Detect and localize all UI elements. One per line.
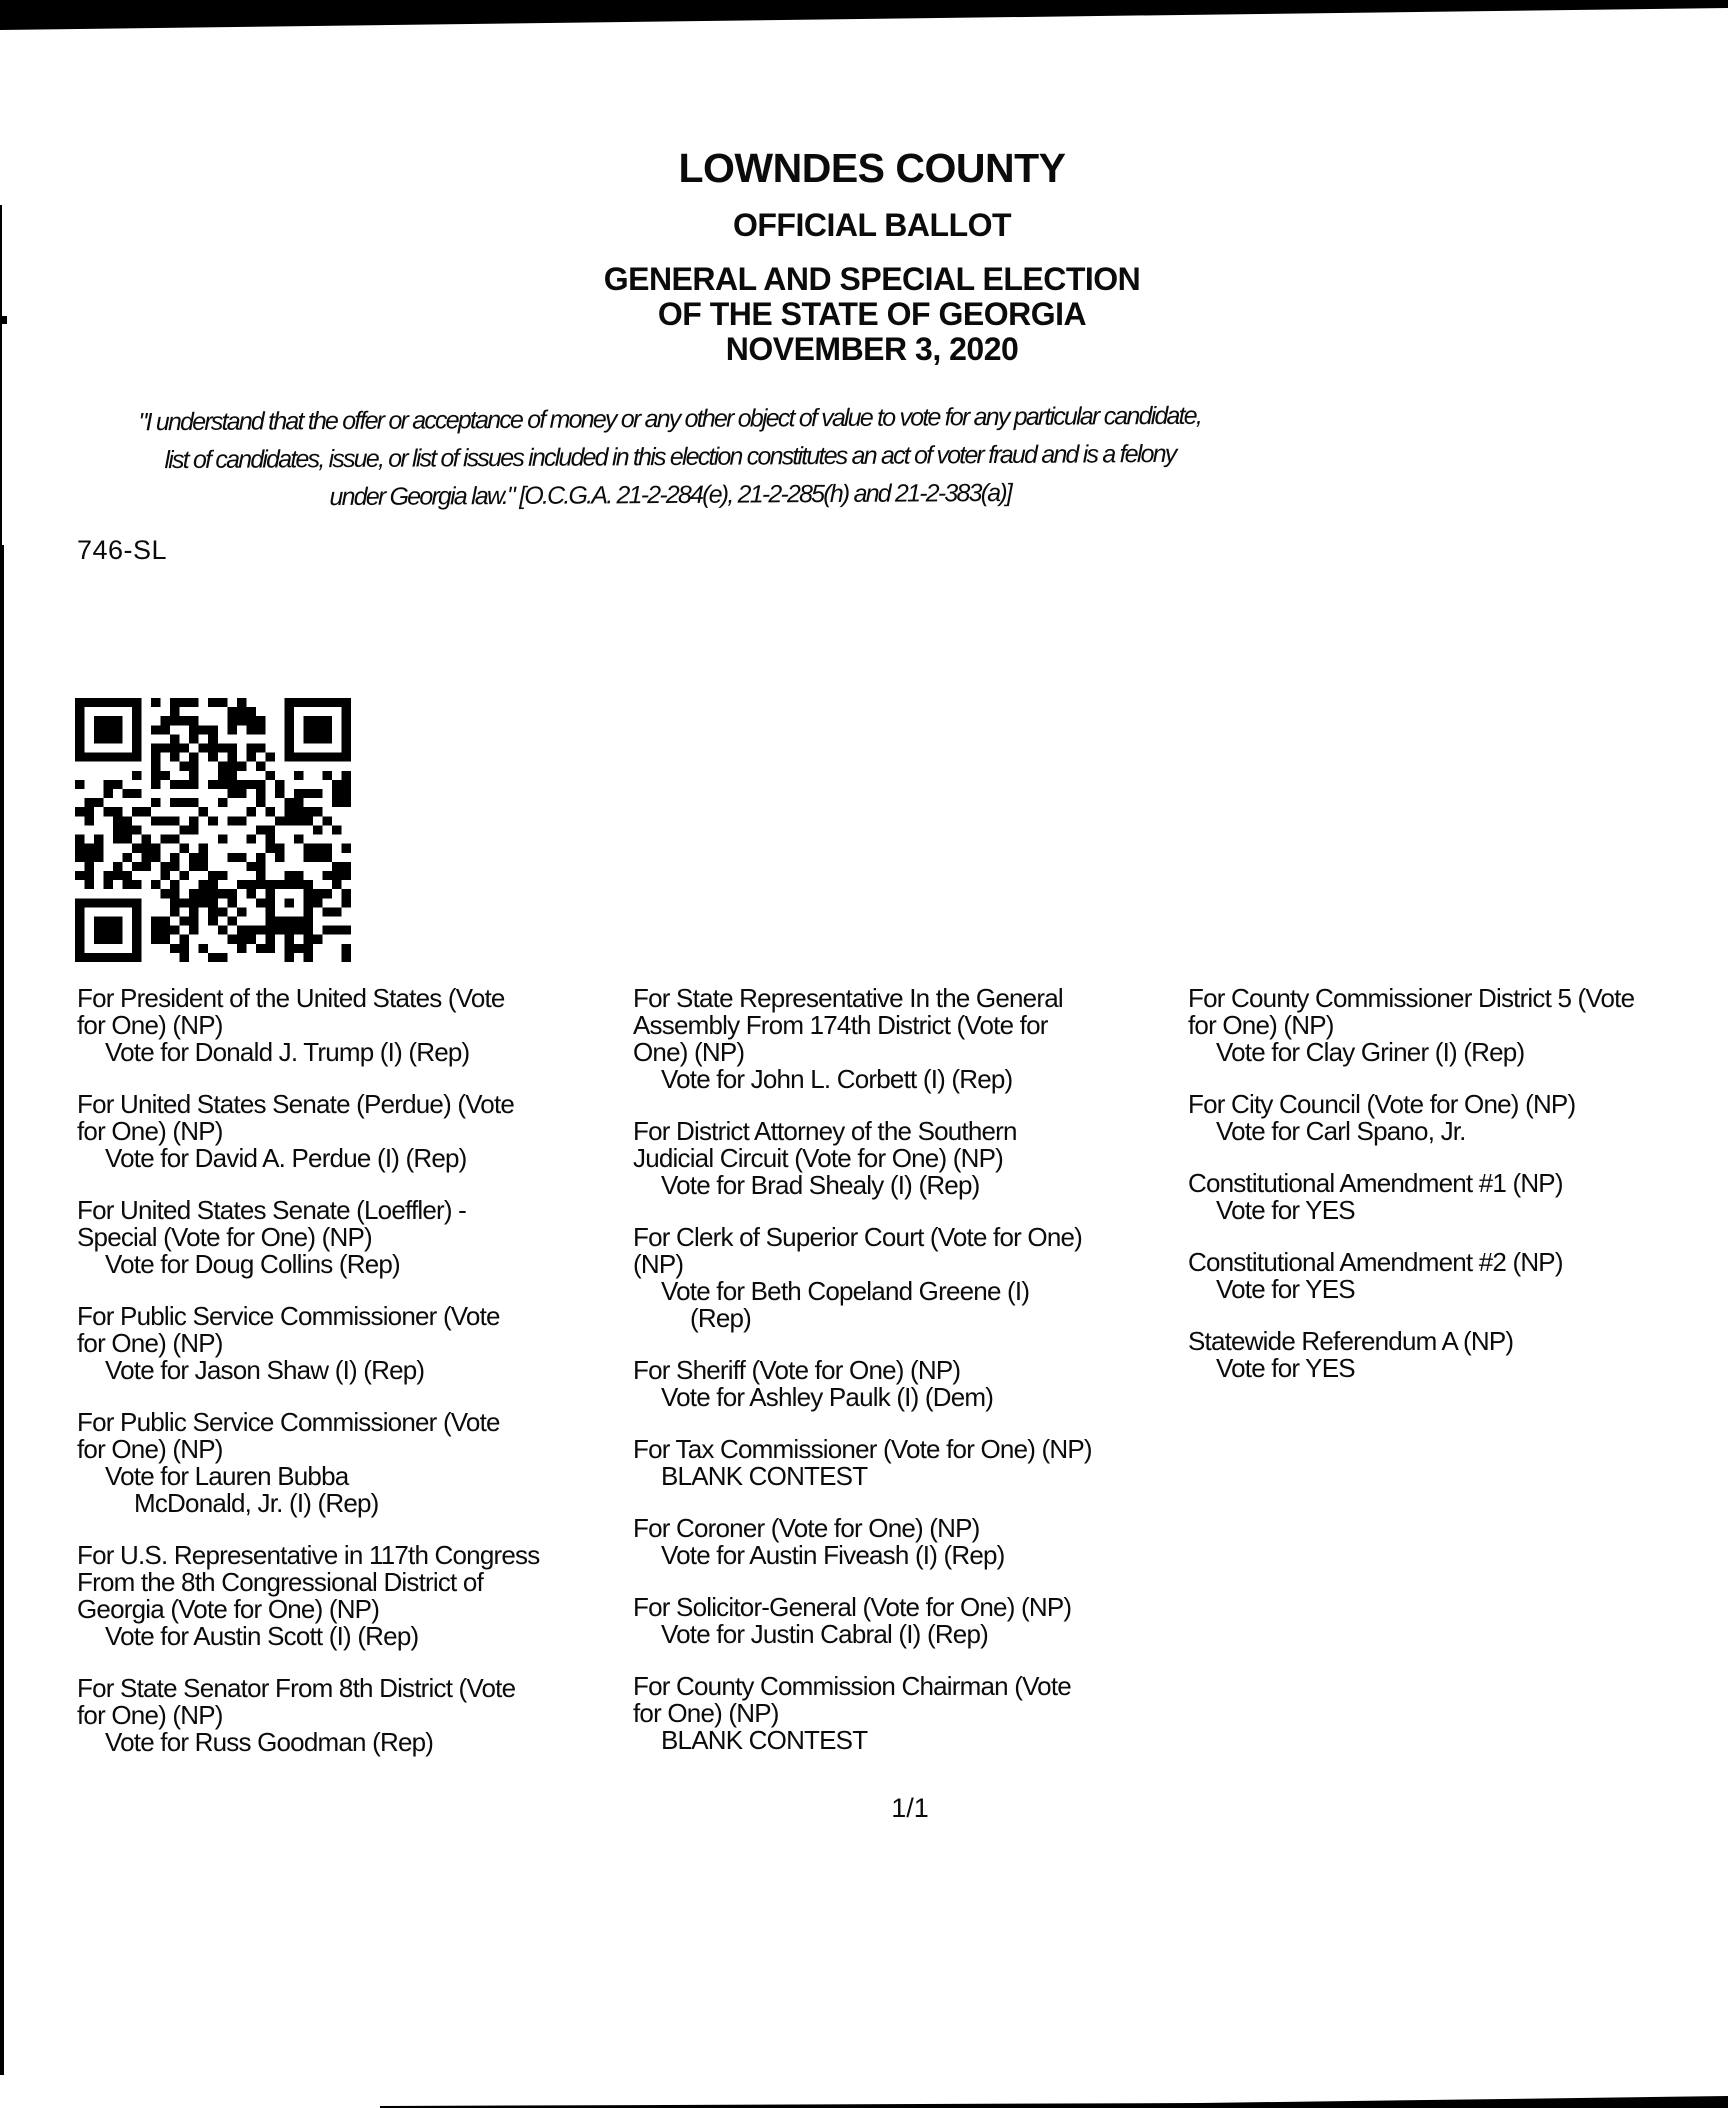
ballot-column-2 bbox=[633, 985, 1181, 1779]
ballot-column-3 bbox=[1188, 985, 1728, 1407]
vote-selection-line: Vote for David A. Perdue (I) (Rep) bbox=[105, 1143, 467, 1173]
contest-title-line: for One) (NP) bbox=[77, 1328, 223, 1358]
bottom-scan-bar bbox=[380, 2096, 1728, 2108]
contest-entry bbox=[633, 1118, 1181, 1199]
contest-title-line: Constitutional Amendment #2 (NP) bbox=[1188, 1247, 1563, 1277]
top-scan-bar bbox=[0, 0, 1728, 30]
contest-title-line: For United States Senate (Loeffler) - bbox=[77, 1195, 467, 1225]
vote-selection-line: Vote for YES bbox=[1216, 1195, 1355, 1225]
contest-title-line: One) (NP) bbox=[633, 1037, 745, 1067]
contest-title-line: For Solicitor-General (Vote for One) (NP) bbox=[633, 1592, 1072, 1622]
contest-title-line: (NP) bbox=[633, 1249, 684, 1279]
ballot-header bbox=[16, 146, 1728, 367]
contest-title-line: For State Senator From 8th District (Vote bbox=[77, 1673, 516, 1703]
contest-title-line: For County Commissioner District 5 (Vote bbox=[1188, 983, 1635, 1013]
ballot-column-1 bbox=[77, 985, 639, 1781]
vote-selection-line: BLANK CONTEST bbox=[661, 1461, 868, 1491]
contest-title-line: For President of the United States (Vote bbox=[77, 983, 505, 1013]
disclaimer-line: list of candidates, issue, or list of issues included in this election constitutes an act of voter fraud and is a felony bbox=[164, 439, 1176, 475]
qr-code bbox=[75, 698, 351, 962]
contest-title-line: for One) (NP) bbox=[77, 1116, 223, 1146]
contest-title-line: For Public Service Commissioner (Vote bbox=[77, 1301, 500, 1331]
contest-entry bbox=[77, 985, 639, 1066]
contest-title-line: Special (Vote for One) (NP) bbox=[77, 1222, 372, 1252]
vote-selection-line: Vote for Ashley Paulk (I) (Dem) bbox=[661, 1382, 994, 1412]
election-title-line: GENERAL AND SPECIAL ELECTION bbox=[603, 261, 1141, 297]
contest-entry bbox=[633, 1224, 1181, 1332]
vote-selection-line: Vote for Jason Shaw (I) (Rep) bbox=[105, 1355, 425, 1385]
contest-entry bbox=[633, 1515, 1181, 1569]
vote-selection-line: Vote for YES bbox=[1216, 1353, 1355, 1383]
vote-selection-line: Vote for John L. Corbett (I) (Rep) bbox=[661, 1064, 1013, 1094]
contest-title-line: for One) (NP) bbox=[77, 1434, 223, 1464]
vote-selection-line: Vote for Brad Shealy (I) (Rep) bbox=[661, 1170, 980, 1200]
vote-selection-line: Vote for Austin Scott (I) (Rep) bbox=[105, 1621, 419, 1651]
election-title-line: OF THE STATE OF GEORGIA bbox=[657, 296, 1087, 332]
contest-entry bbox=[1188, 1328, 1728, 1382]
contest-title-line: For Sheriff (Vote for One) (NP) bbox=[633, 1355, 961, 1385]
contest-entry bbox=[633, 1357, 1181, 1411]
contest-title-line: For Public Service Commissioner (Vote bbox=[77, 1407, 500, 1437]
left-edge-line-lower bbox=[0, 545, 4, 2075]
ballot-style-code: 746-SL bbox=[77, 535, 168, 565]
contest-title-line: For Coroner (Vote for One) (NP) bbox=[633, 1513, 980, 1543]
vote-selection-line: Vote for Russ Goodman (Rep) bbox=[105, 1727, 434, 1757]
contest-title-line: Statewide Referendum A (NP) bbox=[1188, 1326, 1514, 1356]
contest-entry bbox=[77, 1197, 639, 1278]
vote-selection-line: BLANK CONTEST bbox=[661, 1725, 868, 1755]
contest-title-line: For U.S. Representative in 117th Congress bbox=[77, 1540, 540, 1570]
contest-title-line: for One) (NP) bbox=[77, 1700, 223, 1730]
contest-entry bbox=[1188, 1170, 1728, 1224]
vote-selection-line: Vote for Donald J. Trump (I) (Rep) bbox=[105, 1037, 470, 1067]
page-number: 1/1 bbox=[891, 1793, 929, 1823]
contest-entry bbox=[77, 1091, 639, 1172]
vote-selection-line: Vote for Clay Griner (I) (Rep) bbox=[1216, 1037, 1525, 1067]
contest-title-line: For Tax Commissioner (Vote for One) (NP) bbox=[633, 1434, 1092, 1464]
contest-entry bbox=[633, 1436, 1181, 1490]
contest-title-line: Constitutional Amendment #1 (NP) bbox=[1188, 1168, 1563, 1198]
left-edge-tick bbox=[0, 316, 7, 324]
vote-selection-line: Vote for Lauren Bubba bbox=[105, 1461, 349, 1491]
contest-title-line: From the 8th Congressional District of bbox=[77, 1567, 483, 1597]
contest-entry bbox=[1188, 1091, 1728, 1145]
contest-title-line: for One) (NP) bbox=[1188, 1010, 1334, 1040]
contest-entry bbox=[77, 1542, 639, 1650]
county-title: LOWNDES COUNTY bbox=[678, 145, 1066, 191]
vote-selection-line: Vote for Carl Spano, Jr. bbox=[1216, 1116, 1466, 1146]
contest-entry bbox=[633, 985, 1181, 1093]
contest-entry bbox=[1188, 985, 1728, 1066]
contest-title-line: For District Attorney of the Southern bbox=[633, 1116, 1017, 1146]
contest-entry bbox=[633, 1673, 1181, 1754]
contest-title-line: For State Representative In the General bbox=[633, 983, 1063, 1013]
disclaimer bbox=[0, 396, 1340, 518]
vote-selection-line: Vote for YES bbox=[1216, 1274, 1355, 1304]
contest-title-line: For Clerk of Superior Court (Vote for One) bbox=[633, 1222, 1083, 1252]
contest-title-line: For County Commission Chairman (Vote bbox=[633, 1671, 1071, 1701]
contest-entry bbox=[633, 1594, 1181, 1648]
vote-selection-line: Vote for Doug Collins (Rep) bbox=[105, 1249, 400, 1279]
contest-title-line: for One) (NP) bbox=[77, 1010, 223, 1040]
disclaimer-line: under Georgia law." [O.C.G.A. 21-2-284(e), 21-2-285(h) and 21-2-383(a)] bbox=[329, 478, 1012, 512]
contest-title-line: For City Council (Vote for One) (NP) bbox=[1188, 1089, 1576, 1119]
contest-entry bbox=[77, 1409, 639, 1517]
contest-title-line: Georgia (Vote for One) (NP) bbox=[77, 1594, 380, 1624]
contest-entry bbox=[77, 1303, 639, 1384]
vote-selection-line: McDonald, Jr. (I) (Rep) bbox=[134, 1488, 379, 1518]
contest-title-line: Judicial Circuit (Vote for One) (NP) bbox=[633, 1143, 1003, 1173]
vote-selection-line: Vote for Justin Cabral (I) (Rep) bbox=[661, 1619, 988, 1649]
contest-title-line: Assembly From 174th District (Vote for bbox=[633, 1010, 1048, 1040]
contest-entry bbox=[77, 1675, 639, 1756]
election-title-line: NOVEMBER 3, 2020 bbox=[725, 331, 1019, 367]
vote-selection-line: (Rep) bbox=[690, 1303, 752, 1333]
contest-title-line: For United States Senate (Perdue) (Vote bbox=[77, 1089, 515, 1119]
vote-selection-line: Vote for Beth Copeland Greene (I) bbox=[661, 1276, 1030, 1306]
contest-title-line: for One) (NP) bbox=[633, 1698, 779, 1728]
ballot-title: OFFICIAL BALLOT bbox=[732, 207, 1012, 243]
disclaimer-line: "I understand that the offer or acceptance of money or any other object of value to vote for any particular candidate, bbox=[138, 401, 1202, 437]
vote-selection-line: Vote for Austin Fiveash (I) (Rep) bbox=[661, 1540, 1005, 1570]
contest-entry bbox=[1188, 1249, 1728, 1303]
